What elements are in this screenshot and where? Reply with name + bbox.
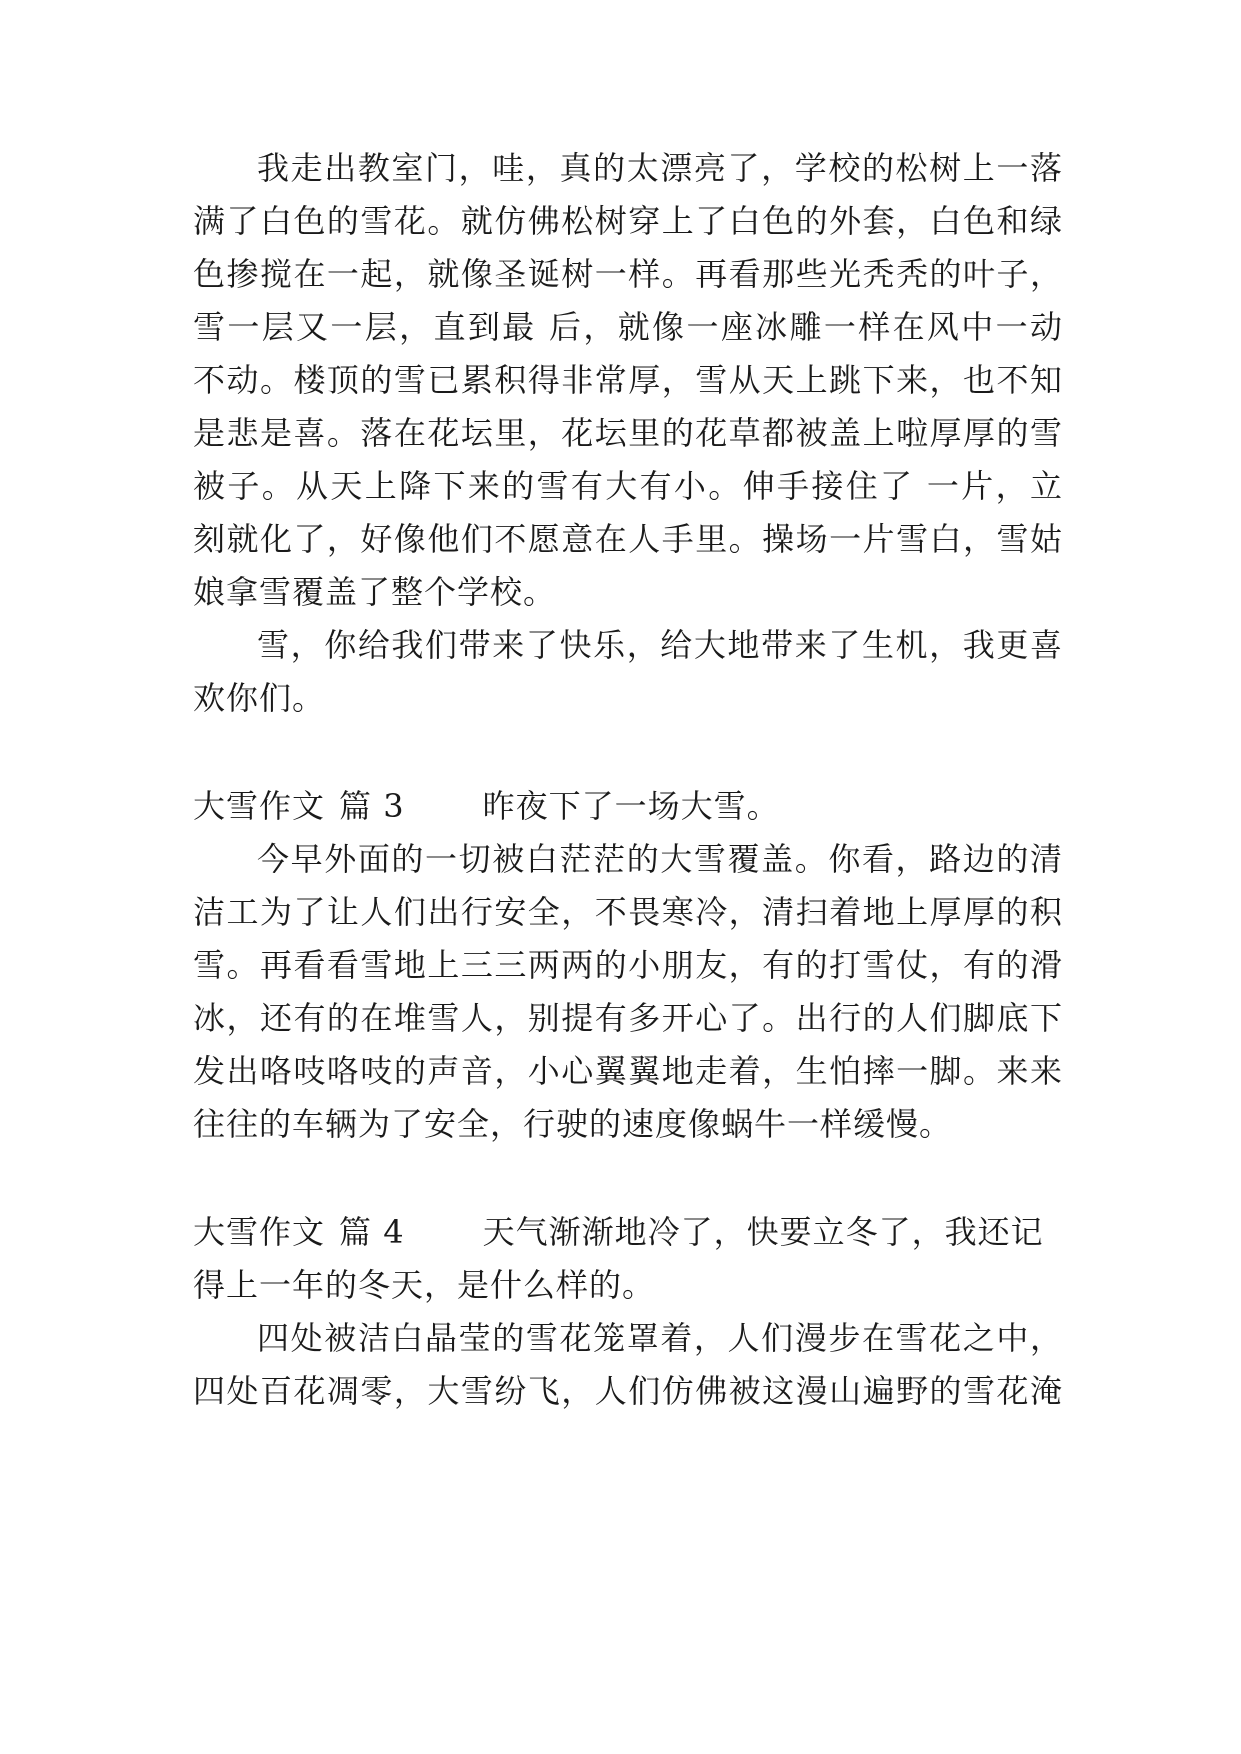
paragraph-3-line: 雪。再看看雪地上三三两两的小朋友，有的打雪仗，有的滑 xyxy=(193,946,1063,984)
section-number: 篇 4 xyxy=(339,1213,405,1251)
section-3-heading-line xyxy=(193,786,1063,826)
paragraph-1-line: 色掺搅在一起，就像圣诞树一样。再看那些光秃秃的叶子， xyxy=(193,255,1063,293)
paragraph-1-line: 被子。从天上降下来的雪有大有小。伸手接住了 一片，立 xyxy=(193,467,1063,505)
paragraph-3-line: 洁工为了让人们出行安全，不畏寒冷，清扫着地上厚厚的积 xyxy=(193,893,1063,931)
paragraph-4-line: 四处被洁白晶莹的雪花笼罩着，人们漫步在雪花之中， xyxy=(257,1319,1063,1357)
paragraph-2-line: 欢你们。 xyxy=(193,679,326,717)
section-number: 篇 3 xyxy=(339,787,405,825)
paragraph-1-line: 娘拿雪覆盖了整个学校。 xyxy=(193,573,557,611)
paragraph-1-line: 满了白色的雪花。就仿佛松树穿上了白色的外套，白色和绿 xyxy=(193,202,1063,240)
section-lead: 昨夜下了一场大雪。 xyxy=(482,787,780,825)
paragraph-2-line: 雪，你给我们带来了快乐，给大地带来了生机，我更喜 xyxy=(257,626,1063,664)
section-heading: 大雪作文 xyxy=(193,1213,326,1251)
section-4-heading-line xyxy=(193,1212,1063,1252)
paragraph-1-line: 不动。楼顶的雪已累积得非常厚，雪从天上跳下来，也不知 xyxy=(193,361,1063,399)
paragraph-3-line: 往往的车辆为了安全，行驶的速度像蜗牛一样缓慢。 xyxy=(193,1105,953,1143)
paragraph-1-line: 我走出教室门，哇，真的太漂亮了，学校的松树上一落 xyxy=(257,149,1063,187)
paragraph-1-line: 刻就化了，好像他们不愿意在人手里。操场一片雪白，雪姑 xyxy=(193,520,1063,558)
paragraph-4-line: 四处百花凋零，大雪纷飞，人们仿佛被这漫山遍野的雪花淹 xyxy=(193,1372,1063,1410)
paragraph-3-line: 今早外面的一切被白茫茫的大雪覆盖。你看，路边的清 xyxy=(257,840,1063,878)
paragraph-3-line: 发出咯吱咯吱的声音，小心翼翼地走着，生怕摔一脚。来来 xyxy=(193,1052,1063,1090)
section-4-lead-continuation: 得上一年的冬天，是什么样的。 xyxy=(193,1266,656,1304)
paragraph-1-line: 是悲是喜。落在花坛里，花坛里的花草都被盖上啦厚厚的雪 xyxy=(193,414,1063,452)
paragraph-3-line: 冰，还有的在堆雪人，别提有多开心了。出行的人们脚底下 xyxy=(193,999,1063,1037)
section-lead: 天气渐渐地冷了，快要立冬了，我还记 xyxy=(482,1213,1044,1251)
section-heading: 大雪作文 xyxy=(193,787,326,825)
paragraph-1-line: 雪一层又一层，直到最 后，就像一座冰雕一样在风中一动 xyxy=(193,308,1063,346)
